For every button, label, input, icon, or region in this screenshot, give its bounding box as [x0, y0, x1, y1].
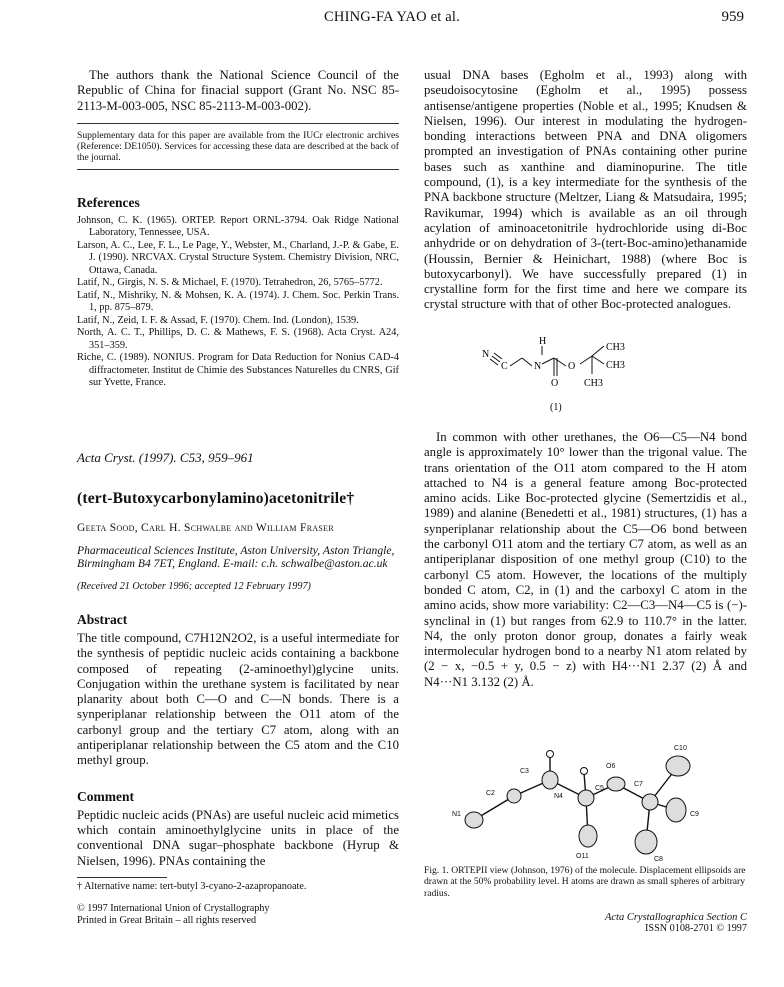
reference-item: Riche, C. (1989). NONIUS. Program for Data Reduction for Nonius CAD-4 diffractometer. Institut de Chimie des Substances Naturelles du CNRS, Gif sur Yvette, France. — [77, 352, 399, 389]
atom-label-H: H — [539, 336, 547, 347]
references-heading: References — [77, 194, 140, 210]
atom-label-N: N — [482, 349, 490, 360]
reference-item: North, A. C. T., Phillips, D. C. & Mathews, F. S. (1968). Acta Cryst. A24, 351–359. — [77, 327, 399, 351]
comment-text: Peptidic nucleic acids (PNAs) are useful nucleic acid mimetics which contain aminoethylglycine units in place of the conventional DNA sugar–phosphate backbone (Hyrup & Nielsen, 1996). PNAs containing the — [77, 807, 399, 868]
atom-label-C: C — [501, 361, 508, 372]
methyl-label: CH3 — [606, 342, 625, 353]
atom-label-N: N — [534, 361, 542, 372]
abstract-text: The title compound, C7H12N2O2, is a useful intermediate for the synthesis of peptidic nucleic acids containing a backbone composed of repeating (2-aminoethyl)glycine units. Conjugation within the urethane system is facilitated by near planarity about both C—O and C—N bonds. There is a synperiplanar relationship between the O11 atom of the carbonyl group and the tertiary C7 atom, along with an antiperiplanar relationship between the C5 atom and the C10 methyl group. — [77, 630, 399, 768]
atom-label-O: O — [568, 361, 576, 372]
atom-label-C7: C7 — [634, 781, 643, 788]
atom-label-O11: O11 — [576, 853, 589, 860]
page-number: 959 — [721, 9, 744, 25]
chemical-structure — [470, 336, 650, 414]
divider — [77, 123, 399, 124]
ortep-figure — [438, 738, 738, 863]
atom-label-O: O — [551, 378, 559, 389]
right-column — [424, 34, 747, 313]
atom-label-N1: N1 — [452, 811, 461, 818]
body-paragraph: usual DNA bases (Egholm et al., 1993) along with pseudoisocytosine (Egholm et al., 1995) possess antisense/antigene properties (Noble et al., 1995; Knudsen & Nielsen, 1996). Our interest in modulating the hydrogen-bonding interactions between PNA and DNA oligomers prompted an investigation of PNAs containing other purine bases such as xanthine and diaminopurine. The title compound, (1), is a key intermediate for the synthesis of the PNA backbone structure (Meltzer, Liang & Matsudaira, 1995; Ravikumar, 1994) which is available as an oil through acylation of aminoacetonitrile hydrochloride using di-Boc anhydride or on dehydration of 3-(tert-Boc-amino)ethanamide (Houssin, Bernier & Heinichart, 1988) (where Boc is butoxycarbonyl). We have successfully prepared (1) in crystalline form for the first time and here we compare its crystal structure with that of other Boc-protected analogues. — [424, 68, 747, 312]
reference-list — [77, 215, 399, 390]
right-column-lower — [424, 430, 747, 690]
running-title: CHING-FA YAO et al. — [324, 9, 460, 25]
left-column — [77, 34, 399, 927]
article-title: (tert-Butoxycarbonylamino)acetonitrile† — [77, 489, 355, 507]
atom-label-C2: C2 — [486, 790, 495, 797]
comment-heading: Comment — [77, 788, 134, 804]
figure-caption: Fig. 1. ORTEPII view (Johnson, 1976) of the molecule. Displacement ellipsoids are drawn at the 50% probability level. H atoms are drawn as small spheres of arbitrary radius. — [424, 865, 746, 899]
atom-label-C8: C8 — [654, 856, 663, 863]
issn: ISSN 0108-2701 © 1997 — [645, 923, 747, 935]
methyl-label: CH3 — [606, 360, 625, 371]
reference-item: Latif, N., Mishriky, N. & Mohsen, K. A. (1974). J. Chem. Soc. Perkin Trans. 1, pp. 875–879. — [77, 289, 399, 314]
atom-label-C3: C3 — [520, 768, 529, 775]
divider — [77, 169, 399, 170]
journal-citation: Acta Cryst. (1997). C53, 959–961 — [77, 449, 254, 465]
figure-caption-block — [424, 865, 747, 935]
supplementary-note: Supplementary data for this paper are available from the IUCr electronic archives (Reference: DE1050). Services for accessing these data are described at the back of the journal. — [77, 129, 399, 164]
reference-item: Latif, N., Girgis, N. S. & Michael, F. (1970). Tetrahedron, 26, 5765–5772. — [77, 277, 383, 289]
reference-item: Johnson, C. K. (1965). ORTEP. Report ORNL-3794. Oak Ridge National Laboratory, Tennessee, USA. — [77, 214, 399, 239]
running-header — [0, 9, 784, 29]
atom-label-O6: O6 — [606, 763, 616, 770]
atom-label-C10: C10 — [674, 745, 687, 752]
methyl-label: CH3 — [584, 378, 603, 389]
printed-notice: Printed in Great Britain – all rights reserved — [77, 914, 257, 926]
compound-number: (1) — [550, 402, 562, 413]
atom-label-N4: N4 — [554, 793, 563, 800]
body-paragraph: In common with other urethanes, the O6—C5—N4 bond angle is approximately 10° lower than the trigonal value. The trans orientation of the O11 atom compared to the H atom attached to N4 is a general feature among Boc-protected amino acids. Like Boc-protected glycine (Semertzidis et al., 1989) and alanine (Benedetti et al., 1981) structures, (1) has a synperiplanar relationship about the C5—O6 bond between the carbonyl O11 atom and the tertiary C7 atom, as well as an antiperiplanar disposition of one methyl group (C10) to the carbonyl C5 atom. However, the locations of the multiply bonded C atom, C2, in (1) and the carboxyl C atom in the amino acids, show more variability: C2—C3—N4—C5 is (−)-synclinal in (1) but ranges from 62.9 to 110.7° in the latter. N4, the only proton donor group, donates a fairly weak intermolecular hydrogen bond to a nearby N1 atom related by (2 − x, −0.5 + y, 0.5 − z) with H4···N1 2.37 (2) Å and N4···N1 3.132 (2) Å. — [424, 430, 747, 689]
acknowledgement: The authors thank the National Science Council of the Republic of China for finacial support (Grant No. NSC 85-2113-M-003-005, NSC 85-2113-M-003-002). — [77, 68, 399, 113]
copyright: © 1997 International Union of Crystallography — [77, 902, 270, 914]
footnote-rule — [77, 877, 167, 878]
reference-item: Larson, A. C., Lee, F. L., Le Page, Y., Webster, M., Charland, J.-P. & Gabe, E. J. (1990). NRCVAX. Crystal Structure System. Chemistry Division, NRC, Ottawa, Canada. — [77, 239, 399, 276]
received-dates: (Received 21 October 1996; accepted 12 February 1997) — [77, 580, 311, 592]
abstract-heading: Abstract — [77, 611, 128, 627]
atom-label-C9: C9 — [690, 811, 699, 818]
affiliation: Pharmaceutical Sciences Institute, Aston University, Aston Triangle, Birmingham B4 7ET, England. E-mail: c.h. schwalbe@aston.ac.uk — [77, 543, 395, 571]
journal-name: Acta Crystallographica Section C — [604, 912, 747, 924]
atom-label-C5: C5 — [595, 785, 604, 792]
reference-item: Latif, N., Zeid, I. F. & Assad, F. (1970). Chem. Ind. (London), 1539. — [77, 314, 359, 326]
footnote: † Alternative name: tert-butyl 3-cyano-2-azapropanoate. — [77, 880, 307, 892]
article-authors: Geeta Sood, Carl H. Schwalbe and William Fraser — [77, 521, 334, 534]
